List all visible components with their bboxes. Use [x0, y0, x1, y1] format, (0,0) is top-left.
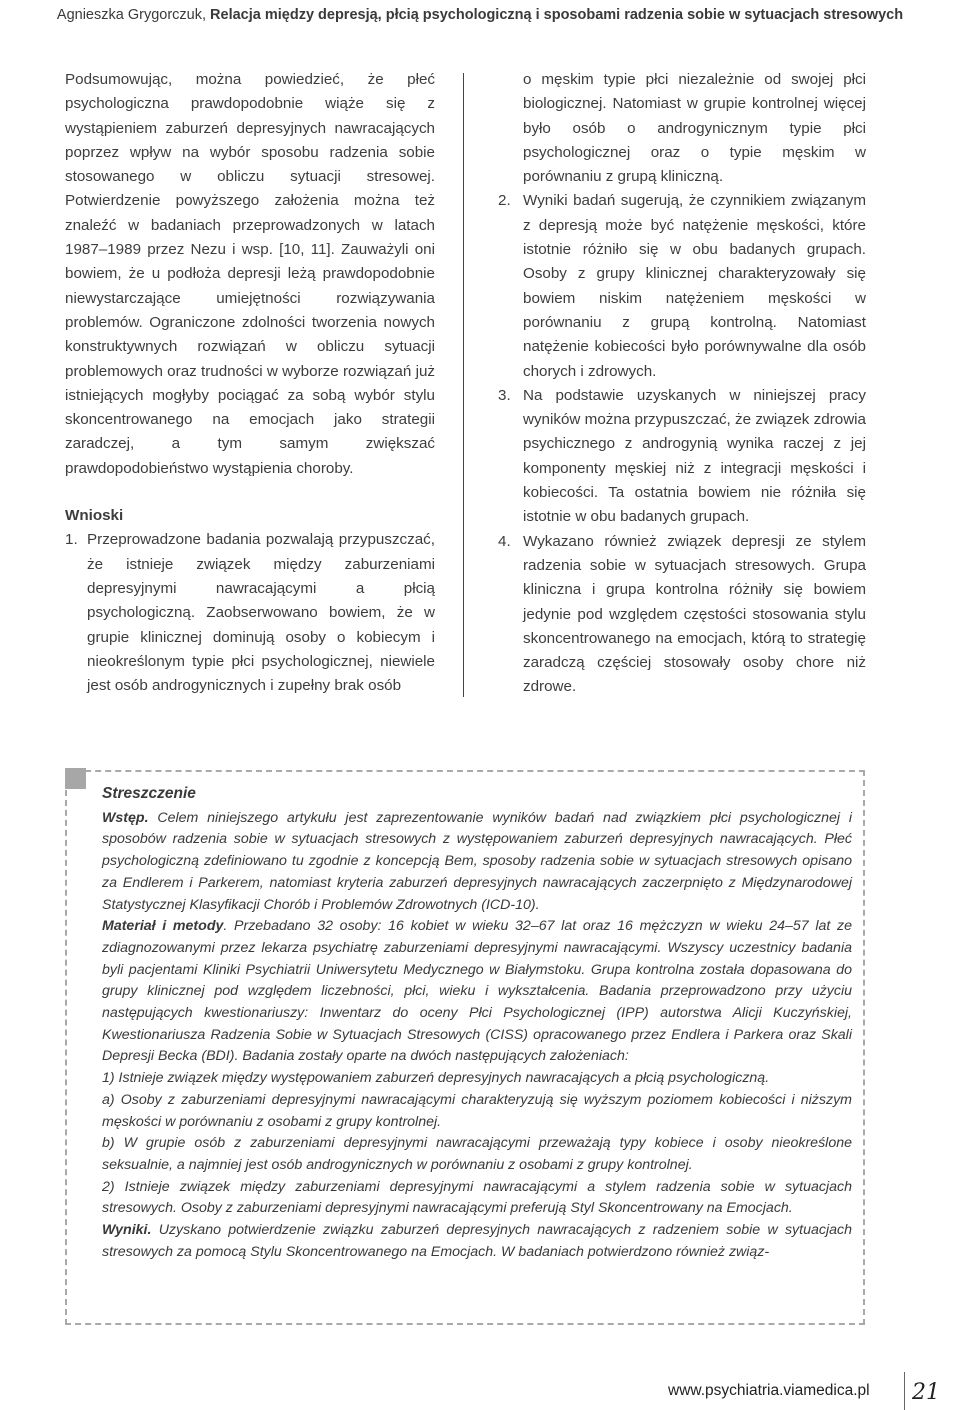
running-header: [0, 0, 960, 30]
conclusions-list-continued: [498, 189, 866, 699]
abstract-content: [102, 783, 852, 1263]
abstract-intro-label: Wstęp.: [102, 809, 149, 826]
journal-url-link[interactable]: www.psychiatria.viamedica.pl: [668, 1382, 870, 1399]
conclusion-item: [498, 384, 866, 530]
conclusion-number: 4.: [498, 532, 511, 550]
abstract-hypothesis: b) W grupie osób z zaburzeniami depresyjnymi nawracającymi przeważają typy kobiece i osoby nieokreślone seksualnie, a najmniej jest osób androgynicznych w porównaniu z osobami z grupy kontrolnej.: [102, 1135, 852, 1173]
right-column: [498, 68, 866, 700]
abstract-results-label: Wyniki.: [102, 1222, 152, 1239]
abstract-title: Streszczenie: [102, 785, 196, 802]
abstract-intro: [102, 808, 852, 917]
page-number: 21: [912, 1380, 940, 1405]
conclusion-continuation: o męskim typie płci niezależnie od swojej płci biologicznej. Natomiast w grupie kontrolnej więcej było osób o androgynicznym typie płci psychologicznej oraz o typie męskim w porównaniu z grupą kliniczną.: [523, 71, 866, 186]
left-column: [65, 68, 435, 698]
abstract-methods: [102, 916, 852, 1068]
conclusion-number: 3.: [498, 386, 511, 404]
footer-divider: [904, 1372, 905, 1410]
abstract-results-text: Uzyskano potwierdzenie związku zaburzeń depresyjnych nawracających z radzeniem sobie w sytuacjach stresowych za pomocą Stylu Skoncentrowanego na Emocjach. W badaniach potwierdzono również związ-: [102, 1222, 852, 1260]
abstract-methods-label: Materiał i metody: [102, 918, 224, 935]
conclusion-text: Wyniki badań sugerują, że czynnikiem związanym z depresją może być natężenie męskości, które istotnie różniło się w obu badanych grupach. Osoby z grupy klinicznej charakteryzowały się bowiem niskim natężeniem męskości w porównaniu z grupą kontrolną. Natomiast natężenie kobiecości było porównywalne dla osób chorych i zdrowych.: [523, 192, 866, 380]
conclusion-text: Na podstawie uzyskanych w niniejszej pracy wyników można przypuszczać, że związek zdrowia psychicznego z androgynią wynika raczej z jej komponenty męskiej niż z integracji męskości i kobiecości. Ta ostatnia bowiem nie różniła się istotnie w obu badanych grupach.: [523, 386, 866, 526]
conclusions-list: [65, 528, 435, 698]
conclusion-item: [498, 189, 866, 383]
conclusion-text: Wykazano również związek depresji ze stylem radzenia sobie w sytuacjach stresowych. Grupa kliniczna i grupa kontrolna różniły się bowiem jedynie pod względem częstości stosowania stylu skoncentrowanego na emocjach, którą to strategię zaradczą częściej stosowały osoby chore niż zdrowe.: [523, 532, 866, 696]
abstract-hypothesis: a) Osoby z zaburzeniami depresyjnymi nawracającymi charakteryzują się wyższym poziomem kobiecości i niższym męskości w porównaniu z osobami z grupy kontrolnej.: [102, 1091, 852, 1130]
column-divider: [463, 73, 464, 697]
conclusion-item: [65, 528, 435, 698]
conclusion-number: 1.: [65, 531, 78, 549]
conclusion-text: Przeprowadzone badania pozwalają przypuszczać, że istnieje związek między zaburzeniami depresyjnymi nawracającymi a płcią psychologiczną. Zaobserwowano bowiem, że w grupie klinicznej dominują osoby o kobiecym i nieokreślonym typie płci psychologicznej, niewiele jest osób androgynicznych i zupełny brak osób: [87, 531, 435, 695]
abstract-results: [102, 1220, 852, 1263]
header-authors: Agnieszka Grygorczuk,: [56, 7, 211, 23]
abstract-hypothesis: 1) Istnieje związek między występowaniem zaburzeń depresyjnych nawracających a płcią psychologiczną.: [102, 1070, 770, 1087]
abstract-hypothesis: 2) Istnieje związek między zaburzeniami depresyjnymi nawracającymi a stylem radzenia sobie w sytuacjach stresowych. Osoby z zaburzeniami depresyjnymi nawracającymi preferują Styl Skoncentrowany na Emocjach.: [102, 1178, 852, 1217]
conclusion-number: 2.: [498, 192, 511, 210]
abstract-corner-marker: [65, 768, 86, 789]
summary-paragraph: Podsumowując, można powiedzieć, że płeć psychologiczna prawdopodobnie wiąże się z wystąpieniem zaburzeń depresyjnych nawracających poprzez wpływ na wybór sposobu radzenia sobie stosowanego w obliczu sytuacji stresowej. Potwierdzenie powyższego założenia można też znaleźć w badaniach przeprowadzonych w latach 1987–1989 przez Nezu i wsp. [10, 11]. Zauważyli oni bowiem, że u podłoża depresji leżą prawdopodobnie niewystarczające umiejętności rozwiązywania problemów. Ograniczone zdolności tworzenia nowych konstruktywnych rozwiązań w obliczu sytuacji problemowych oraz trudności w wyborze rozwiązań już istniejących mogłyby pociągać za sobą wybór stylu skoncentrowanego na emocjach jako strategii zaradczej, a tym samym zwiększać prawdopodobieństwo wystąpienia choroby.: [65, 71, 435, 477]
conclusion-item: [498, 530, 866, 700]
conclusions-heading: Wnioski: [65, 507, 124, 525]
header-article-title: Relacja między depresją, płcią psychologiczną i sposobami radzenia sobie w sytuacjach stresowych: [210, 7, 904, 23]
abstract-intro-text: Celem niniejszego artykułu jest zaprezentowanie wyników badań nad związkiem płci psychologicznej i sposobów radzenia sobie w sytuacjach stresowych z występowaniem zaburzeń depresyjnych nawracających. Płeć psychologiczną zdefiniowano tu zgodnie z koncepcją Bem, sposoby radzenia sobie w sytuacjach stresowych opisano za Endlerem i Parkerem, natomiast kryteria zaburzeń depresyjnych nawracających zaczerpnięto z Międzynarodowej Statystycznej Klasyfikacji Chorób i Problemów Zdrowotnych (ICD-10).: [102, 809, 852, 913]
abstract-methods-text: . Przebadano 32 osoby: 16 kobiet w wieku 32–67 lat oraz 16 mężczyzn w wieku 24–57 lat ze zdiagnozowanymi przez lekarza psychiatrę zaburzeniami depresyjnymi nawracającymi. Wszyscy uczestnicy badania byli pacjentami Kliniki Psychiatrii Uniwersytetu Medycznego w Białymstoku. Grupa kontrolna została dopasowana do grupy klinicznej pod względem liczebności, płci, wieku i wykształcenia. Badania przeprowadzono przy użyciu następujących kwestionariuszy: Inwentarz do oceny Płci Psychologicznej (IPP) autorstwa Alicji Kuczyńskiej, Kwestionariusza Radzenia Sobie w Sytuacjach Stresowych (CISS) opracowanego przez Endlera i Parkera oraz Skali Depresji Becka (BDI). Badania zostały oparte na dwóch następujących założeniach:: [102, 918, 852, 1065]
